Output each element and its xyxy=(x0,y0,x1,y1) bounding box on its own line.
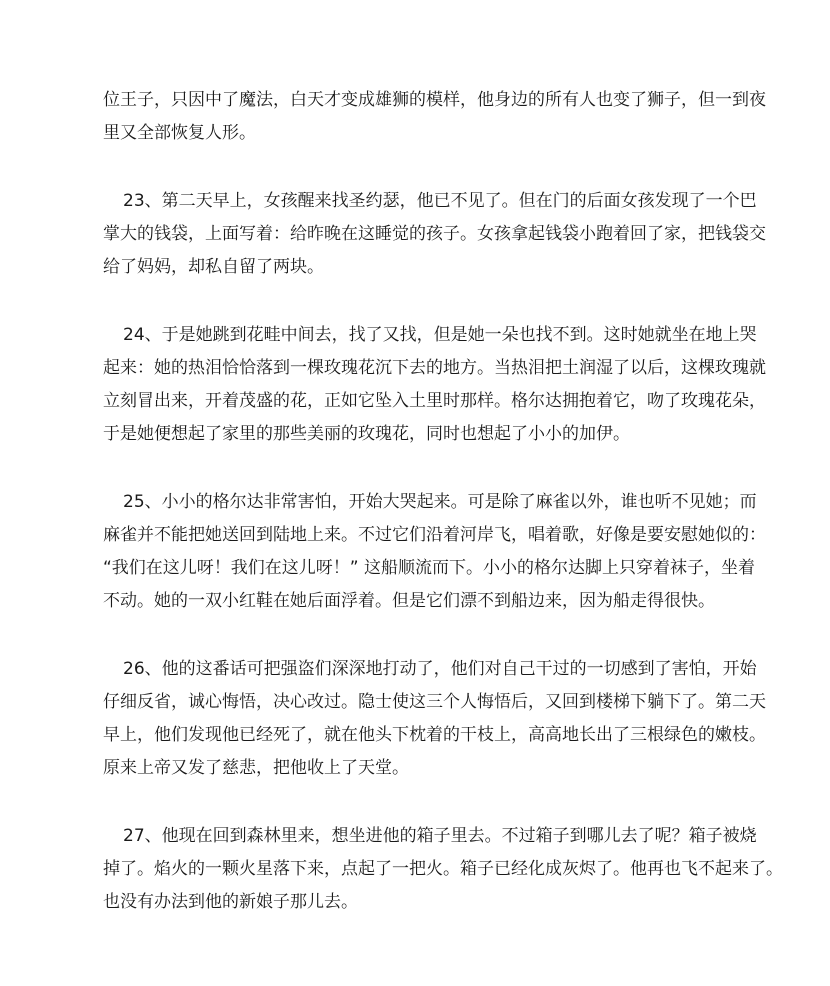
paragraph xyxy=(103,486,766,618)
text-line: 于是她便想起了家里的那些美丽的玫瑰花，同时也想起了小小的加伊。 xyxy=(103,424,630,444)
text-line: 23、第二天早上，女孩醒来找圣约瑟，他已不见了。但在门的后面女孩发现了一个巴 xyxy=(123,191,757,211)
paragraph xyxy=(103,653,766,785)
text-line: 起来：她的热泪恰恰落到一棵玫瑰花沉下去的地方。当热泪把土润湿了以后，这棵玫瑰就 xyxy=(103,358,766,378)
text-line: 25、小小的格尔达非常害怕，开始大哭起来。可是除了麻雀以外，谁也听不见她；而 xyxy=(123,492,757,512)
text-line: 原来上帝又发了慈悲，把他收上了天堂。 xyxy=(103,758,409,778)
text-line: 里又全部恢复人形。 xyxy=(103,123,256,143)
text-line: 给了妈妈，却私自留了两块。 xyxy=(103,257,324,277)
text-line: 也没有办法到他的新娘子那儿去。 xyxy=(103,892,358,912)
text-line: 位王子，只因中了魔法，白天才变成雄狮的模样，他身边的所有人也变了狮子，但一到夜 xyxy=(103,90,766,110)
text-line: 掉了。焰火的一颗火星落下来，点起了一把火。箱子已经化成灰烬了。他再也飞不起来了。 xyxy=(103,859,783,879)
paragraph xyxy=(103,820,783,919)
paragraph xyxy=(103,319,766,451)
text-line: 不动。她的一双小红鞋在她后面浮着。但是它们漂不到船边来，因为船走得很快。 xyxy=(103,591,715,611)
text-line: 早上，他们发现他已经死了，就在他头下枕着的干枝上，高高地长出了三根绿色的嫩枝。 xyxy=(103,725,766,745)
text-line: 仔细反省，诚心悔悟，决心改过。隐士使这三个人悔悟后，又回到楼梯下躺下了。第二天 xyxy=(103,692,766,712)
text-line: 26、他的这番话可把强盗们深深地打动了，他们对自己干过的一切感到了害怕，开始 xyxy=(123,659,757,679)
document-page xyxy=(103,84,783,954)
text-line: “我们在这儿呀！我们在这儿呀！” 这船顺流而下。小小的格尔达脚上只穿着袜子，坐着 xyxy=(103,558,756,578)
paragraph xyxy=(103,84,766,150)
text-line: 麻雀并不能把她送回到陆地上来。不过它们沿着河岸飞，唱着歌，好像是要安慰她似的： xyxy=(103,525,766,545)
text-line: 24、于是她跳到花畦中间去，找了又找，但是她一朵也找不到。这时她就坐在地上哭 xyxy=(123,325,757,345)
text-line: 立刻冒出来，开着茂盛的花，正如它坠入土里时那样。格尔达拥抱着它，吻了玫瑰花朵， xyxy=(103,391,766,411)
text-line: 掌大的钱袋，上面写着：给昨晚在这睡觉的孩子。女孩拿起钱袋小跑着回了家，把钱袋交 xyxy=(103,224,766,244)
text-line: 27、他现在回到森林里来，想坐进他的箱子里去。不过箱子到哪儿去了呢？箱子被烧 xyxy=(123,826,757,846)
paragraph xyxy=(103,185,766,284)
